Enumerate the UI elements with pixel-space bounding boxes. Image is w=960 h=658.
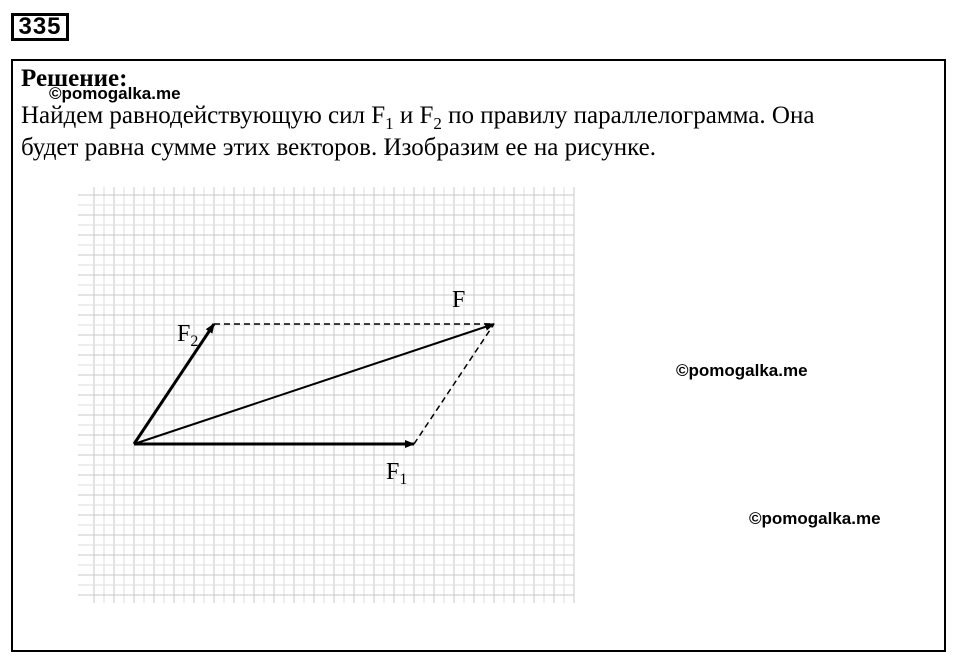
line1-after-f2: по правилу параллелограмма. Она	[441, 102, 815, 129]
solution-text-line-2: будет равна сумме этих векторов. Изобразим ее на рисунке.	[21, 134, 656, 161]
line1-before-f1: Найдем равнодействующую сил F	[21, 102, 386, 129]
solution-heading: Решение:	[21, 65, 128, 92]
line1-f1-subscript: 1	[385, 114, 394, 133]
watermark-top: ©pomogalka.me	[49, 84, 181, 103]
watermark-middle: ©pomogalka.me	[676, 361, 808, 380]
task-number: 335	[11, 13, 69, 41]
label-f2-main: F	[177, 321, 191, 347]
label-f: F	[452, 287, 466, 313]
label-f2-subscript: 2	[190, 333, 199, 350]
line1-f2-subscript: 2	[433, 114, 442, 133]
label-f1-main: F	[386, 459, 400, 485]
label-f1-subscript: 1	[399, 471, 408, 488]
line1-between: и F	[393, 102, 434, 129]
graph-paper-grid	[78, 187, 574, 603]
watermark-bottom: ©pomogalka.me	[749, 509, 881, 528]
